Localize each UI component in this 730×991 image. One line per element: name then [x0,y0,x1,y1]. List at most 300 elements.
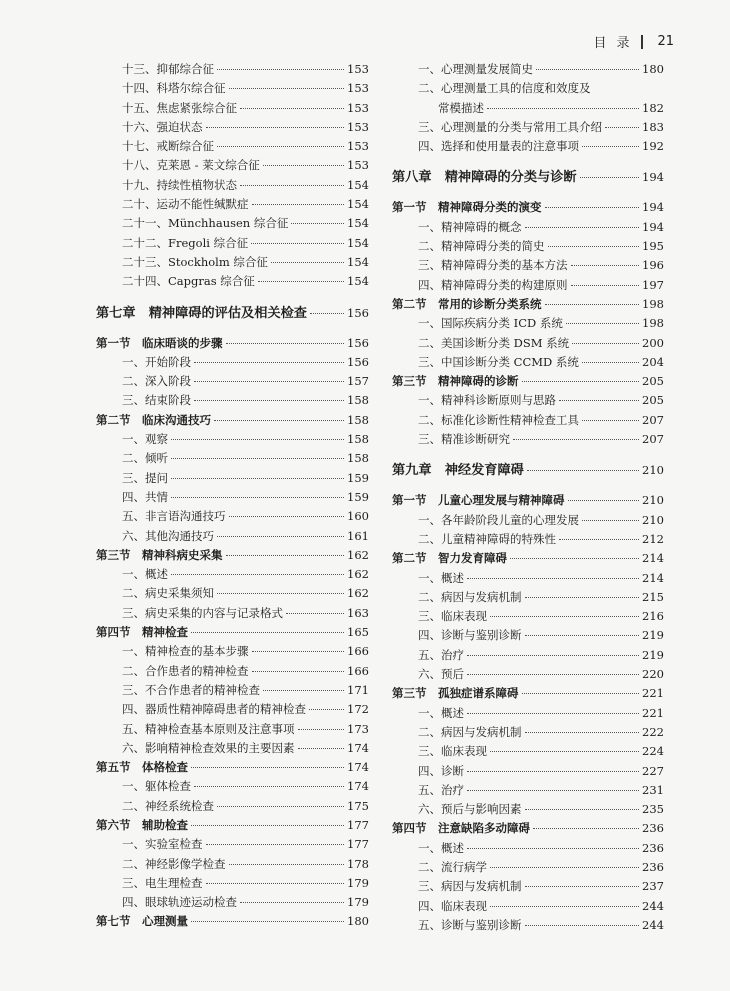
toc-entry-page: 244 [642,898,664,913]
toc-entry-page: 204 [642,354,664,369]
toc-subsection[interactable] [96,584,369,603]
toc-subsection[interactable] [96,79,369,98]
toc-entry-title: 第二节 临床沟通技巧 [96,412,211,427]
toc-entry-title: 四、诊断与鉴别诊断 [418,628,522,643]
toc-entry-title: 第一节 儿童心理发展与精神障碍 [392,493,565,508]
dot-leader [571,285,640,286]
toc-entry-page: 166 [347,663,369,678]
toc-entry-title: 第三节 精神障碍的诊断 [392,374,519,389]
dot-leader [559,400,639,401]
toc-entry-page: 183 [642,119,664,134]
toc-entry-title: 二十二、Fregoli 综合征 [122,235,249,250]
toc-entry-title: 四、共情 [122,489,168,504]
toc-subsection[interactable] [96,604,369,623]
toc-entry-page: 205 [642,393,664,408]
toc-subsection[interactable] [96,391,369,410]
toc-subsection[interactable] [392,897,664,916]
toc-entry-page: 153 [347,158,369,173]
toc-subsection[interactable] [96,449,369,468]
toc-entry-title: 第一节 临床晤谈的步骤 [96,335,223,350]
toc-subsection[interactable] [96,527,369,546]
toc-entry-page: 173 [347,721,369,736]
toc-subsection[interactable] [96,720,369,739]
toc-subsection[interactable] [96,488,369,507]
toc-entry-title: 第一节 精神障碍分类的演变 [392,200,542,215]
dot-leader [286,613,344,614]
toc-subsection[interactable] [96,372,369,391]
toc-subsection[interactable] [392,314,664,333]
toc-entry-title: 一、开始阶段 [122,354,191,369]
toc-entry-page: 236 [642,840,664,855]
dot-leader [217,806,344,807]
toc-entry-page: 179 [347,895,369,910]
toc-subsection[interactable] [96,137,369,156]
toc-entry-page: 162 [347,586,369,601]
toc-subsection[interactable] [392,334,664,353]
toc-entry-title: 十六、强迫状态 [122,119,203,134]
dot-leader [525,809,640,810]
dot-leader [240,902,344,903]
toc-section[interactable] [392,372,664,391]
dot-leader [545,304,640,305]
toc-entry-title: 一、精神科诊断原则与思路 [418,393,556,408]
toc-entry-title: 三、结束阶段 [122,393,191,408]
toc-entry-page: 153 [347,62,369,76]
toc-entry-page: 154 [347,216,369,231]
toc-subsection[interactable] [96,700,369,719]
dot-leader [298,729,345,730]
toc-entry-title: 二、神经影像学检查 [122,856,226,871]
toc-entry-title: 一、概述 [418,705,464,720]
toc-section[interactable] [96,334,369,353]
dot-leader [467,848,639,849]
toc-entry-page: 175 [347,798,369,813]
toc-entry-title: 二、精神障碍分类的简史 [418,239,545,254]
toc-entry-title: 四、眼球轨迹运动检查 [122,895,237,910]
toc-entry-title: 六、预后与影响因素 [418,802,522,817]
toc-section[interactable] [392,549,664,568]
toc-entry-title: 二十、运动不能性缄默症 [122,197,249,212]
dot-leader [298,748,345,749]
toc-subsection[interactable] [96,642,369,661]
toc-entry-title: 一、概述 [122,567,168,582]
toc-entry-page: 219 [642,628,664,643]
toc-entry-page: 205 [642,374,664,389]
toc-subsection[interactable] [392,646,664,665]
dot-leader [572,343,639,344]
dot-leader [191,825,344,826]
dot-leader [217,536,344,537]
dot-leader [252,671,345,672]
toc-entry-page: 212 [642,531,664,546]
toc-entry-page: 214 [642,551,664,566]
toc-entry-page: 214 [642,570,664,585]
toc-entry-title: 十四、科塔尔综合征 [122,81,226,96]
toc-column-right [392,60,664,935]
toc-entry-page: 179 [347,875,369,890]
dot-leader [229,864,345,865]
toc-subsection[interactable] [96,60,369,79]
toc-entry-page: 177 [347,837,369,852]
toc-entry-title: 第六节 辅助检查 [96,817,188,832]
toc-entry-title: 二、倾听 [122,451,168,466]
toc-entry-title: 五、治疗 [418,782,464,797]
dot-leader [171,497,344,498]
toc-entry-page: 237 [642,879,664,894]
toc-entry-page: 162 [347,567,369,582]
toc-subsection[interactable] [96,214,369,233]
toc-subsection[interactable] [392,137,664,156]
toc-entry-page: 158 [347,412,369,427]
toc-entry-title: 第二节 智力发育障碍 [392,551,507,566]
toc-entry-title: 三、精神障碍分类的基本方法 [418,258,568,273]
toc-entry-page: 160 [347,509,369,524]
toc-section[interactable] [392,819,664,838]
toc-subsection[interactable] [392,877,664,896]
dot-leader [582,420,639,421]
toc-subsection[interactable] [392,276,664,295]
dot-leader [191,921,344,922]
header-divider [641,35,643,49]
dot-leader [525,886,640,887]
toc-entry-title: 四、诊断 [418,763,464,778]
toc-entry-title: 一、躯体检查 [122,779,191,794]
toc-subsection[interactable] [96,855,369,874]
toc-subsection[interactable] [96,118,369,137]
toc-subsection[interactable] [392,391,664,410]
dot-leader [571,265,640,266]
dot-leader [527,470,639,471]
toc-entry-page: 154 [347,235,369,250]
toc-entry-page: 221 [642,705,664,720]
dot-leader [533,828,639,829]
toc-entry-page: 171 [347,682,369,697]
toc-entry-page: 216 [642,609,664,624]
dot-leader [510,558,639,559]
toc-subsection-continued[interactable] [392,99,664,118]
toc-entry-title: 二十四、Capgras 综合征 [122,274,255,289]
dot-leader [580,177,639,178]
toc-subsection[interactable] [392,411,664,430]
toc-entry-page: 227 [642,763,664,778]
dot-leader [525,597,640,598]
toc-entry-title: 二十三、Stockholm 综合征 [122,254,268,269]
toc-entry-page: 236 [642,821,664,836]
toc-subsection[interactable] [392,511,664,530]
toc-entry-page: 153 [347,100,369,115]
toc-subsection[interactable] [96,272,369,291]
dot-leader [194,362,344,363]
toc-entry-page: 221 [642,686,664,701]
toc-entry-page: 158 [347,432,369,447]
toc-chapter[interactable] [96,301,369,326]
toc-chapter[interactable] [392,165,664,190]
dot-leader [226,343,345,344]
toc-subsection[interactable] [96,662,369,681]
toc-subsection[interactable] [96,797,369,816]
toc-entry-page: 154 [347,254,369,269]
toc-entry-page: 159 [347,489,369,504]
toc-entry-page: 154 [347,274,369,289]
toc-entry-page: 198 [642,316,664,331]
toc-subsection[interactable] [96,835,369,854]
toc-section[interactable] [392,295,664,314]
dot-leader [240,108,344,109]
dot-leader [467,771,639,772]
dot-leader [490,616,639,617]
toc-entry-page: 153 [347,139,369,154]
toc-subsection[interactable] [392,530,664,549]
dot-leader [214,420,344,421]
toc-subsection[interactable] [96,99,369,118]
toc-entry-page: 210 [642,493,664,508]
toc-subsection[interactable] [392,237,664,256]
toc-subsection[interactable] [96,874,369,893]
toc-entry-page: 200 [642,335,664,350]
toc-section[interactable] [96,816,369,835]
toc-entry-page: 210 [642,463,664,478]
toc-section[interactable] [96,912,369,931]
toc-subsection[interactable] [96,681,369,700]
toc-subsection[interactable] [96,176,369,195]
toc-subsection[interactable] [392,839,664,858]
toc-entry-title: 二、病因与发病机制 [418,724,522,739]
toc-entry-title: 二、标准化诊断性精神检查工具 [418,412,579,427]
toc-entry-title: 二十一、Münchhausen 综合征 [122,216,289,231]
toc-subsection[interactable] [392,762,664,781]
toc-subsection[interactable] [96,739,369,758]
dot-leader [525,227,640,228]
toc-section[interactable] [96,411,369,430]
toc-entry-page: 153 [347,81,369,96]
dot-leader [258,281,344,282]
dot-leader [559,539,639,540]
toc-entry-title: 四、临床表现 [418,898,487,913]
toc-entry-page: 207 [642,412,664,427]
toc-column-left [96,60,369,932]
dot-leader [171,439,344,440]
toc-entry-title: 十七、戒断综合征 [122,139,214,154]
toc-entry-title: 一、观察 [122,432,168,447]
toc-entry-page: 195 [642,239,664,254]
toc-entry-page: 194 [642,170,664,185]
toc-subsection[interactable] [392,256,664,275]
toc-subsection[interactable] [96,156,369,175]
toc-entry-page: 156 [347,305,369,320]
toc-entry-title: 十九、持续性植物状态 [122,177,237,192]
dot-leader [605,127,639,128]
toc-subsection[interactable] [392,430,664,449]
toc-subsection[interactable] [392,916,664,935]
toc-section[interactable] [392,198,664,217]
toc-entry-title: 四、器质性精神障碍患者的精神检查 [122,702,306,717]
dot-leader [171,574,344,575]
dot-leader [194,381,344,382]
toc-chapter[interactable] [392,458,664,483]
page-header [593,32,674,51]
toc-subsection[interactable] [392,858,664,877]
toc-entry-title: 四、精神障碍分类的构建原则 [418,277,568,292]
toc-subsection[interactable] [392,60,664,79]
toc-entry-page: 153 [347,119,369,134]
toc-subsection[interactable] [392,742,664,761]
dot-leader [568,500,640,501]
dot-leader [487,108,639,109]
toc-entry-title: 一、各年龄阶段儿童的心理发展 [418,512,579,527]
dot-leader [525,732,640,733]
toc-entry-page: 235 [642,802,664,817]
toc-subsection[interactable] [392,588,664,607]
toc-subsection[interactable] [392,626,664,645]
toc-entry-title: 一、概述 [418,840,464,855]
toc-entry-page: 156 [347,354,369,369]
dot-leader [467,713,639,714]
toc-subsection[interactable] [392,704,664,723]
toc-entry-page: 166 [347,644,369,659]
toc-entry-title: 一、心理测量发展简史 [418,62,533,76]
toc-section[interactable] [96,758,369,777]
toc-entry-page: 162 [347,547,369,562]
toc-entry-page: 154 [347,177,369,192]
toc-entry-title: 第七章 精神障碍的评估及相关检查 [96,305,307,321]
dot-leader [217,593,344,594]
dot-leader [171,458,344,459]
dot-leader [271,262,344,263]
toc-entry-page: 177 [347,817,369,832]
toc-entry-title: 三、病史采集的内容与记录格式 [122,605,283,620]
toc-subsection[interactable] [392,569,664,588]
toc-entry-page: 157 [347,374,369,389]
dot-leader [217,146,344,147]
toc-subsection[interactable] [96,777,369,796]
toc-entry-title: 四、选择和使用量表的注意事项 [418,139,579,154]
toc-entry-page: 222 [642,724,664,739]
toc-entry-title: 二、儿童精神障碍的特殊性 [418,531,556,546]
toc-entry-title: 三、不合作患者的精神检查 [122,682,260,697]
dot-leader [545,207,640,208]
toc-entry-title: 十八、克莱恩 - 莱文综合征 [122,158,260,173]
dot-leader [291,223,344,224]
dot-leader [251,243,344,244]
toc-entry-title: 第四节 精神检查 [96,625,188,640]
toc-entry-title: 三、电生理检查 [122,875,203,890]
toc-subsection[interactable] [96,565,369,584]
toc-entry-page: 192 [642,139,664,154]
toc-entry-title: 二、病因与发病机制 [418,589,522,604]
toc-section[interactable] [392,684,664,703]
toc-subsection[interactable] [96,234,369,253]
dot-leader [263,165,344,166]
dot-leader [252,204,345,205]
toc-subsection[interactable] [392,665,664,684]
toc-subsection[interactable] [392,353,664,372]
toc-entry-title: 二、流行病学 [418,859,487,874]
dot-leader [194,400,344,401]
toc-entry-page: 244 [642,917,664,932]
toc-section[interactable] [392,491,664,510]
toc-entry-page: 159 [347,470,369,485]
toc-entry-title: 十三、抑郁综合征 [122,62,214,76]
toc-subsection[interactable] [392,800,664,819]
toc-subsection[interactable] [392,79,664,98]
toc-subsection[interactable] [392,118,664,137]
toc-entry-title: 三、提问 [122,470,168,485]
toc-entry-title: 三、中国诊断分类 CCMD 系统 [418,354,579,369]
dot-leader [566,323,639,324]
toc-entry-page: 178 [347,856,369,871]
toc-subsection[interactable] [96,507,369,526]
toc-entry-title: 五、非言语沟通技巧 [122,509,226,524]
toc-entry-title: 二、病史采集须知 [122,586,214,601]
toc-entry-page: 172 [347,702,369,717]
dot-leader [240,185,344,186]
toc-entry-title: 一、概述 [418,570,464,585]
toc-entry-title: 第七节 心理测量 [96,914,188,929]
dot-leader [513,439,639,440]
toc-entry-title: 三、精准诊断研究 [418,432,510,447]
toc-entry-title: 五、精神检查基本原则及注意事项 [122,721,295,736]
toc-entry-title: 十五、焦虑紧张综合征 [122,100,237,115]
toc-entry-page: 231 [642,782,664,797]
toc-entry-title: 三、临床表现 [418,609,487,624]
toc-entry-page: 156 [347,335,369,350]
toc-entry-title: 三、病因与发病机制 [418,879,522,894]
toc-entry-page: 220 [642,667,664,682]
toc-entry-page: 207 [642,432,664,447]
toc-subsection[interactable] [96,253,369,272]
toc-section[interactable] [96,546,369,565]
dot-leader [194,786,344,787]
page-number: 21 [657,34,674,49]
toc-section[interactable] [96,623,369,642]
toc-entry-title: 第二节 常用的诊断分类系统 [392,296,542,311]
toc-subsection[interactable] [96,195,369,214]
toc-entry-title: 常模描述 [438,100,484,115]
toc-entry-title: 三、心理测量的分类与常用工具介绍 [418,119,602,134]
toc-entry-page: 163 [347,605,369,620]
toc-entry-title: 第五节 体格检查 [96,760,188,775]
dot-leader [522,381,640,382]
toc-entry-page: 161 [347,528,369,543]
dot-leader [191,632,344,633]
toc-subsection[interactable] [392,781,664,800]
toc-entry-page: 236 [642,859,664,874]
toc-entry-page: 224 [642,744,664,759]
dot-leader [525,925,640,926]
toc-subsection[interactable] [96,893,369,912]
toc-entry-title: 第三节 孤独症谱系障碍 [392,686,519,701]
toc-subsection[interactable] [96,469,369,488]
toc-entry-page: 154 [347,197,369,212]
toc-entry-page: 158 [347,451,369,466]
dot-leader [229,88,345,89]
toc-subsection[interactable] [96,353,369,372]
dot-leader [582,520,639,521]
toc-entry-page: 198 [642,296,664,311]
toc-entry-page: 219 [642,647,664,662]
toc-entry-page: 215 [642,589,664,604]
dot-leader [548,246,640,247]
toc-subsection[interactable] [392,218,664,237]
toc-subsection[interactable] [392,607,664,626]
running-section-title: 目录 [593,36,640,51]
toc-entry-title: 六、预后 [418,667,464,682]
dot-leader [467,655,639,656]
toc-subsection[interactable] [96,430,369,449]
dot-leader [582,146,639,147]
toc-entry-page: 165 [347,625,369,640]
toc-subsection[interactable] [392,723,664,742]
